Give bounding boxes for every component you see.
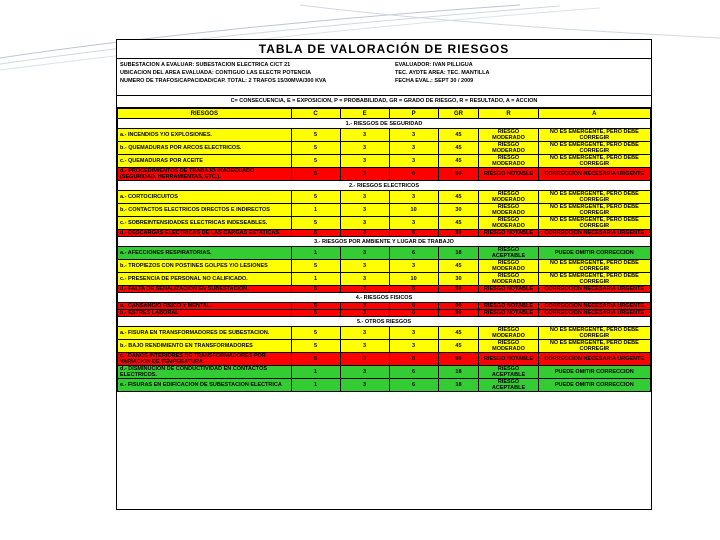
result-value: RIESGO NOTABLE bbox=[479, 353, 538, 366]
exposure-value: 3 bbox=[340, 366, 389, 379]
result-value: RIESGO NOTABLE bbox=[479, 303, 538, 310]
risk-grade-value: 45 bbox=[438, 260, 479, 273]
consequence-value: 5 bbox=[291, 327, 340, 340]
legend-text: C= CONSECUENCIA, E = EXPOSICION, P = PROBABILIDAD, GR = GRADO DE RIESGO, R = RESULTADO, A = ACCION bbox=[117, 96, 651, 108]
probability-value: 6 bbox=[389, 303, 438, 310]
exposure-value: 3 bbox=[340, 142, 389, 155]
result-value: RIESGO ACEPTABLE bbox=[479, 366, 538, 379]
table-row bbox=[118, 353, 651, 366]
result-value: RIESGO MODERADO bbox=[479, 191, 538, 204]
table-row bbox=[118, 327, 651, 340]
probability-value: 3 bbox=[389, 217, 438, 230]
risk-description: d.- PROCEDIMIENTOS DE TRABAJO INADECUADO (SEGURIDAD, HERRAMIENTAS, ETC.). bbox=[118, 168, 292, 181]
probability-value: 3 bbox=[389, 260, 438, 273]
risk-grade-value: 90 bbox=[438, 310, 479, 317]
table-row bbox=[118, 204, 651, 217]
table-header-row bbox=[118, 109, 651, 119]
table-row bbox=[118, 260, 651, 273]
exposure-value: 3 bbox=[340, 303, 389, 310]
section-row bbox=[118, 317, 651, 327]
risk-description: c.- DAÑOS INTERIORES DE TRANSFORMADORES POR VARIACION DE TEMPERATURA. bbox=[118, 353, 292, 366]
risk-grade-value: 30 bbox=[438, 204, 479, 217]
consequence-value: 5 bbox=[291, 286, 340, 293]
risk-description: c.- PRESENCIA DE PERSONAL NO CALIFICADO. bbox=[118, 273, 292, 286]
exposure-value: 3 bbox=[340, 310, 389, 317]
probability-value: 10 bbox=[389, 204, 438, 217]
risk-description: d.- DISMINUCION DE CONDUCTIVIDAD EN CONTACTOS ELECTRICOS. bbox=[118, 366, 292, 379]
exposure-value: 3 bbox=[340, 129, 389, 142]
risk-description: b.- CONTACTOS ELECTRICOS DIRECTOS E INDIRECTOS bbox=[118, 204, 292, 217]
consequence-value: 5 bbox=[291, 353, 340, 366]
exposure-value: 3 bbox=[340, 286, 389, 293]
section-row bbox=[118, 181, 651, 191]
result-value: RIESGO ACEPTABLE bbox=[479, 379, 538, 392]
section-row bbox=[118, 119, 651, 129]
result-value: RIESGO MODERADO bbox=[479, 129, 538, 142]
consequence-value: 1 bbox=[291, 379, 340, 392]
result-value: RIESGO MODERADO bbox=[479, 155, 538, 168]
consequence-value: 5 bbox=[291, 191, 340, 204]
action-value: PUEDE OMITIR CORRECCION bbox=[538, 379, 650, 392]
exposure-value: 3 bbox=[340, 155, 389, 168]
consequence-value: 5 bbox=[291, 340, 340, 353]
risk-description: a.- CANSANCIO FISICO Y MENTAL. bbox=[118, 303, 292, 310]
table-row bbox=[118, 379, 651, 392]
header-right-line: EVALUADOR: IVAN PILLIGUA bbox=[395, 62, 473, 68]
table-row bbox=[118, 230, 651, 237]
probability-value: 6 bbox=[389, 353, 438, 366]
sheet-title: TABLA DE VALORACIÓN DE RIESGOS bbox=[117, 40, 651, 59]
action-value: CORRECCION NECESARIA URGENTE bbox=[538, 303, 650, 310]
exposure-value: 3 bbox=[340, 204, 389, 217]
risk-description: c.- QUEMADURAS POR ACEITE bbox=[118, 155, 292, 168]
consequence-value: 5 bbox=[291, 310, 340, 317]
probability-value: 10 bbox=[389, 273, 438, 286]
sheet-header bbox=[117, 59, 651, 96]
risk-grade-value: 90 bbox=[438, 353, 479, 366]
action-value: NO ES EMERGENTE, PERO DEBE CORREGIR bbox=[538, 204, 650, 217]
probability-value: 3 bbox=[389, 340, 438, 353]
action-value: CORRECCION NECESARIA URGENTE bbox=[538, 353, 650, 366]
probability-value: 6 bbox=[389, 230, 438, 237]
consequence-value: 5 bbox=[291, 168, 340, 181]
risk-description: a.- FISURA EN TRANSFORMADORES DE SUBESTACION. bbox=[118, 327, 292, 340]
result-value: RIESGO MODERADO bbox=[479, 204, 538, 217]
section-row bbox=[118, 237, 651, 247]
probability-value: 3 bbox=[389, 142, 438, 155]
result-value: RIESGO MODERADO bbox=[479, 340, 538, 353]
action-value: CORRECCION NECESARIA URGENTE bbox=[538, 168, 650, 181]
probability-value: 6 bbox=[389, 310, 438, 317]
result-value: RIESGO NOTABLE bbox=[479, 286, 538, 293]
col-header-p: P bbox=[389, 109, 438, 119]
table-row bbox=[118, 142, 651, 155]
col-header-e: E bbox=[340, 109, 389, 119]
risk-grade-value: 45 bbox=[438, 155, 479, 168]
exposure-value: 3 bbox=[340, 340, 389, 353]
result-value: RIESGO MODERADO bbox=[479, 273, 538, 286]
risk-grade-value: 90 bbox=[438, 286, 479, 293]
result-value: RIESGO ACEPTABLE bbox=[479, 247, 538, 260]
risk-grade-value: 90 bbox=[438, 168, 479, 181]
consequence-value: 5 bbox=[291, 217, 340, 230]
consequence-value: 5 bbox=[291, 142, 340, 155]
risk-description: b.- TROPIEZOS CON POSTINES GOLPES Y/O LESIONES bbox=[118, 260, 292, 273]
exposure-value: 3 bbox=[340, 273, 389, 286]
probability-value: 3 bbox=[389, 155, 438, 168]
action-value: NO ES EMERGENTE, PERO DEBE CORREGIR bbox=[538, 217, 650, 230]
table-row bbox=[118, 247, 651, 260]
table-row bbox=[118, 217, 651, 230]
result-value: RIESGO NOTABLE bbox=[479, 310, 538, 317]
probability-value: 6 bbox=[389, 379, 438, 392]
risk-description: a.- CORTOCIRCUITOS bbox=[118, 191, 292, 204]
risk-grade-value: 30 bbox=[438, 273, 479, 286]
col-header-r: R bbox=[479, 109, 538, 119]
risk-description: b.- BAJO RENDIMIENTO EN TRANSFORMADORES bbox=[118, 340, 292, 353]
risk-description: d.- FALTA DE SEÑALIZACION EN SUBESTACION. bbox=[118, 286, 292, 293]
exposure-value: 3 bbox=[340, 191, 389, 204]
risk-table bbox=[117, 108, 651, 392]
consequence-value: 5 bbox=[291, 260, 340, 273]
header-left-line: NUMERO DE TRAFOS/CAPACIDAD/CAP. TOTAL: 2 TRAFOS 15/30MVA/300 KVA bbox=[120, 78, 327, 84]
probability-value: 6 bbox=[389, 286, 438, 293]
table-row bbox=[118, 273, 651, 286]
col-header-riesgos: RIESGOS bbox=[118, 109, 292, 119]
risk-grade-value: 45 bbox=[438, 142, 479, 155]
table-row bbox=[118, 286, 651, 293]
risk-grade-value: 45 bbox=[438, 340, 479, 353]
section-row bbox=[118, 293, 651, 303]
probability-value: 3 bbox=[389, 327, 438, 340]
action-value: NO ES EMERGENTE, PERO DEBE CORREGIR bbox=[538, 340, 650, 353]
result-value: RIESGO MODERADO bbox=[479, 142, 538, 155]
result-value: RIESGO MODERADO bbox=[479, 260, 538, 273]
risk-grade-value: 45 bbox=[438, 129, 479, 142]
section-title: 3.- RIESGOS POR AMBIENTE Y LUGAR DE TRABAJO bbox=[118, 237, 651, 247]
risk-description: b.- ESTRES LABORAL bbox=[118, 310, 292, 317]
header-right bbox=[392, 59, 651, 95]
section-title: 5.- OTROS RIESGOS bbox=[118, 317, 651, 327]
result-value: RIESGO MODERADO bbox=[479, 217, 538, 230]
risk-grade-value: 90 bbox=[438, 303, 479, 310]
consequence-value: 5 bbox=[291, 303, 340, 310]
action-value: NO ES EMERGENTE, PERO DEBE CORREGIR bbox=[538, 260, 650, 273]
result-value: RIESGO NOTABLE bbox=[479, 230, 538, 237]
action-value: NO ES EMERGENTE, PERO DEBE CORREGIR bbox=[538, 129, 650, 142]
consequence-value: 5 bbox=[291, 155, 340, 168]
exposure-value: 3 bbox=[340, 327, 389, 340]
section-title: 4.- RIESGOS FISICOS bbox=[118, 293, 651, 303]
table-row bbox=[118, 168, 651, 181]
section-title: 2.- RIESGOS ELECTRICOS bbox=[118, 181, 651, 191]
exposure-value: 3 bbox=[340, 247, 389, 260]
table-row bbox=[118, 310, 651, 317]
risk-valuation-sheet bbox=[116, 39, 652, 510]
risk-grade-value: 45 bbox=[438, 327, 479, 340]
probability-value: 6 bbox=[389, 366, 438, 379]
action-value: NO ES EMERGENTE, PERO DEBE CORREGIR bbox=[538, 142, 650, 155]
table-row bbox=[118, 366, 651, 379]
risk-grade-value: 45 bbox=[438, 191, 479, 204]
exposure-value: 3 bbox=[340, 168, 389, 181]
risk-grade-value: 45 bbox=[438, 217, 479, 230]
action-value: PUEDE OMITIR CORRECCION bbox=[538, 366, 650, 379]
col-header-a: A bbox=[538, 109, 650, 119]
risk-description: c.- SOBREINTENSIDADES ELECTRICAS INDESEABLES. bbox=[118, 217, 292, 230]
header-left-line: UBICACION DEL AREA EVALUADA: CONTIGUO LAS ELECTR POTENCIA bbox=[120, 70, 311, 76]
probability-value: 3 bbox=[389, 191, 438, 204]
consequence-value: 1 bbox=[291, 247, 340, 260]
risk-description: d.- DESCARGAS ELECTRICAS DE LAS CARGAS ESTATICAS. bbox=[118, 230, 292, 237]
result-value: RIESGO NOTABLE bbox=[479, 168, 538, 181]
header-right-line: TEC. AYDTE AREA: TEC. MANTILLA bbox=[395, 70, 490, 76]
table-row bbox=[118, 129, 651, 142]
table-row bbox=[118, 155, 651, 168]
risk-grade-value: 18 bbox=[438, 247, 479, 260]
action-value: NO ES EMERGENTE, PERO DEBE CORREGIR bbox=[538, 327, 650, 340]
action-value: CORRECCION NECESARIA URGENTE bbox=[538, 230, 650, 237]
action-value: NO ES EMERGENTE, PERO DEBE CORREGIR bbox=[538, 191, 650, 204]
header-left-line: SUBESTACION A EVALUAR: SUBESTACION ELECTRICA C/CT 21 bbox=[120, 62, 291, 68]
table-row bbox=[118, 303, 651, 310]
risk-description: e.- FISURAS EN EDIFICACION DE SUBESTACION ELECTRICA bbox=[118, 379, 292, 392]
exposure-value: 3 bbox=[340, 230, 389, 237]
action-value: PUEDE OMITIR CORRECCION bbox=[538, 247, 650, 260]
exposure-value: 3 bbox=[340, 217, 389, 230]
risk-grade-value: 18 bbox=[438, 366, 479, 379]
table-row bbox=[118, 340, 651, 353]
risk-description: b.- QUEMADURAS POR ARCOS ELECTRICOS. bbox=[118, 142, 292, 155]
consequence-value: 1 bbox=[291, 366, 340, 379]
risk-description: a.- INCENDIOS Y/O EXPLOSIONES. bbox=[118, 129, 292, 142]
section-title: 1.- RIESGOS DE SEGURIDAD bbox=[118, 119, 651, 129]
probability-value: 3 bbox=[389, 129, 438, 142]
header-right-line: FECHA EVAL.: SEPT 30 / 2009 bbox=[395, 78, 474, 84]
consequence-value: 1 bbox=[291, 204, 340, 217]
col-header-c: C bbox=[291, 109, 340, 119]
probability-value: 6 bbox=[389, 247, 438, 260]
exposure-value: 3 bbox=[340, 379, 389, 392]
exposure-value: 3 bbox=[340, 260, 389, 273]
consequence-value: 5 bbox=[291, 129, 340, 142]
exposure-value: 3 bbox=[340, 353, 389, 366]
col-header-gr: GR bbox=[438, 109, 479, 119]
action-value: NO ES EMERGENTE, PERO DEBE CORREGIR bbox=[538, 155, 650, 168]
header-left bbox=[117, 59, 392, 95]
result-value: RIESGO MODERADO bbox=[479, 327, 538, 340]
risk-description: a.- AFECCIONES RESPIRATORIAS. bbox=[118, 247, 292, 260]
risk-grade-value: 90 bbox=[438, 230, 479, 237]
risk-grade-value: 18 bbox=[438, 379, 479, 392]
action-value: CORRECCION NECESARIA URGENTE bbox=[538, 286, 650, 293]
consequence-value: 5 bbox=[291, 230, 340, 237]
consequence-value: 1 bbox=[291, 273, 340, 286]
table-row bbox=[118, 191, 651, 204]
action-value: CORRECCION NECESARIA URGENTE bbox=[538, 310, 650, 317]
action-value: NO ES EMERGENTE, PERO DEBE CORREGIR bbox=[538, 273, 650, 286]
probability-value: 6 bbox=[389, 168, 438, 181]
